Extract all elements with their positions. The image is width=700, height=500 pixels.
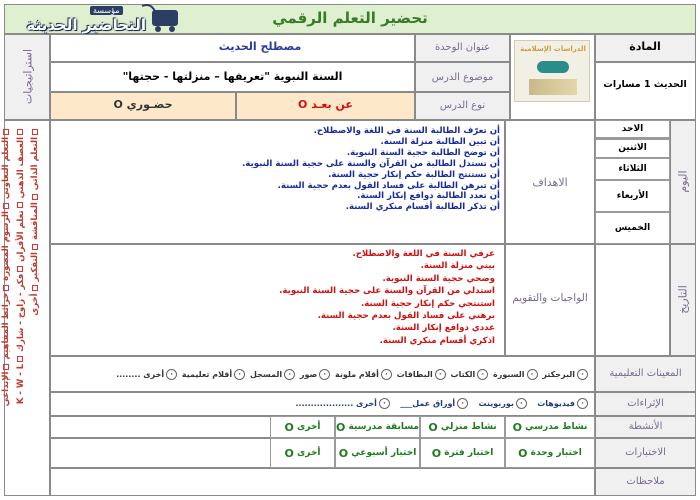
unit-value: مصطلح الحديث <box>218 40 302 53</box>
brand-name: التحاضير الحديثة <box>26 16 146 34</box>
strategy-item[interactable]: الإبداعي <box>1 364 16 407</box>
strategy-item[interactable]: التفكير <box>30 244 45 281</box>
strategy-item[interactable]: الرسوم المصورة <box>1 203 16 281</box>
strategy-item[interactable]: K - W - L <box>16 356 31 404</box>
strategies-list <box>1 129 45 439</box>
assessment-item: عرفي السنة في اللغة والاصطلاح. <box>352 249 495 259</box>
objective-item: أن تستنتج الطالبة حكم إنكار حجية السنة. <box>328 169 500 180</box>
strategy-item[interactable]: التعلم التعاوني <box>1 129 16 199</box>
subject-lesson: الحديث 1 مسارات <box>603 79 687 90</box>
test-other[interactable]: أخرى O <box>270 438 335 468</box>
assessment-item: برهني على فساد القول بعدم حجية السنة. <box>317 311 495 322</box>
resource-option[interactable]: ٠الكتاب <box>451 370 491 379</box>
type-label: نوع الدرس <box>439 100 486 111</box>
objective-item: أن تذكر الطالبة أقسام منكري السنة. <box>345 202 500 213</box>
notes-cell[interactable] <box>50 468 595 496</box>
topic-value: السنة النبوية "تعريفها – منزلتها - حجتها" <box>122 70 343 83</box>
objective-item: أن تبرهن الطالبة على فساد القول بعدم حجية السنة. <box>277 180 500 191</box>
enrichment-option[interactable]: ٠فيديوهات <box>537 399 590 408</box>
test-period[interactable]: اختبار فترة O <box>420 438 505 468</box>
strategy-item[interactable]: تعلم الأقران <box>16 202 31 261</box>
book-cover-title: الدراسات الإسلامية <box>520 45 586 53</box>
topic-label: موضوع الدرس <box>431 72 494 83</box>
day-sunday[interactable]: الاحد <box>595 120 670 138</box>
brand-org: مؤسسة <box>90 6 123 15</box>
assessment-item: وضحي حجية السنة النبوية. <box>382 273 495 284</box>
strategy-item[interactable]: أخرى <box>30 285 45 315</box>
assessment-label: الواجبات والتقويم <box>512 292 588 304</box>
resources-label: المعينات التعليمية <box>609 368 682 379</box>
date-cell <box>595 244 670 356</box>
enrichment-option[interactable]: ٠أوراق عمل___ <box>400 399 470 408</box>
page-title: تحضير التعلم الرقمي <box>272 9 428 27</box>
type-remote[interactable]: عن بعـد O <box>298 98 353 111</box>
assessment-item: بيني منزلة السنة. <box>420 261 495 272</box>
strategies-label: استراتيجيات <box>21 48 35 105</box>
enrichment-option[interactable]: ٠بوربوينت <box>479 399 529 408</box>
day-tuesday[interactable]: الثلاثاء <box>595 158 670 180</box>
book-cover-art <box>529 79 577 95</box>
objective-item: أن تعدد الطالبة دوافع إنكار السنة. <box>357 191 500 202</box>
notes-label: ملاحظات <box>626 476 665 487</box>
resource-option[interactable]: ٠البطاقات <box>397 370 448 379</box>
resource-option[interactable]: ٠السبورة <box>493 370 540 379</box>
day-wednesday[interactable]: الأربعاء <box>595 180 670 212</box>
test-weekly[interactable]: اختبار أسبوعي O <box>335 438 420 468</box>
strategy-item[interactable]: فكر - زاوج - شارك <box>16 266 31 352</box>
enrichment-option[interactable]: ٠أخرى ................... <box>295 399 391 408</box>
activity-contest[interactable]: مسابقة مدرسية O <box>335 416 420 438</box>
strategy-item[interactable]: العصف الذهني <box>16 129 31 198</box>
book-cover-badge <box>537 61 569 73</box>
strategy-item[interactable]: خرائط المفاهيم <box>1 285 16 360</box>
type-inperson[interactable]: حضـوري O <box>113 98 173 111</box>
tests-label: الاختبارات <box>625 447 666 458</box>
resource-option[interactable]: ٠صور <box>300 370 332 379</box>
resource-option[interactable]: ٠البرجكتر <box>542 370 590 379</box>
brand-logo <box>2 2 182 38</box>
resource-option[interactable]: ٠أخرى ........ <box>116 370 179 379</box>
day-monday[interactable]: الاثنين <box>595 138 670 158</box>
assessment-item: استدلي من القرآن والسنة على حجية السنة النبوية. <box>279 286 495 297</box>
objectives-list <box>150 126 500 213</box>
day-label: اليوم <box>676 170 690 193</box>
objective-item: أن تعرّف الطالبة السنة في اللغة والاصطلاح. <box>313 126 500 136</box>
enrichment-list <box>260 398 590 409</box>
strategy-item[interactable]: المناقشة <box>30 194 45 240</box>
objective-item: أن تبين الطالبة منزلة السنة. <box>380 136 500 147</box>
resource-option[interactable]: ٠المسجل <box>250 370 297 379</box>
objective-item: أن تستدل الطالبة من القرآن والسنة على حجية السنة النبوية. <box>242 158 500 169</box>
objective-item: أن توضح الطالبة حجية السنة النبوية. <box>346 147 500 158</box>
assessment-item: استنتجي حكم إنكار حجية السنة. <box>360 298 495 309</box>
date-label: التاريخ <box>676 285 690 314</box>
test-unit[interactable]: اختبار وحدة O <box>505 438 595 468</box>
activity-other[interactable]: أخرى O <box>270 416 335 438</box>
activities-label: الأنشطة <box>628 421 663 432</box>
activity-home[interactable]: نشاط منزلي O <box>420 416 505 438</box>
activity-school[interactable]: نشاط مدرسي O <box>505 416 595 438</box>
resource-option[interactable]: ٠أقلام تعليمية <box>182 370 247 379</box>
objectives-label: الاهداف <box>532 176 568 189</box>
enrichment-label: الإثراءات <box>627 398 664 409</box>
strategy-item[interactable]: التعلم الذاتي <box>30 129 45 190</box>
assessment-item: اذكري أقسام منكري السنة. <box>379 335 495 346</box>
subject-value-cell <box>595 62 696 120</box>
subject-label: المادة <box>629 40 661 53</box>
resources-list <box>116 369 590 380</box>
assessment-list <box>150 248 495 347</box>
assessment-item: عددي دوافع إنكار السنة. <box>392 323 495 334</box>
book-cover <box>514 40 590 102</box>
resource-option[interactable]: ٠أقلام ملونة <box>335 370 394 379</box>
day-thursday[interactable]: الخميس <box>595 212 670 244</box>
unit-label: عنوان الوحدة <box>434 42 491 53</box>
